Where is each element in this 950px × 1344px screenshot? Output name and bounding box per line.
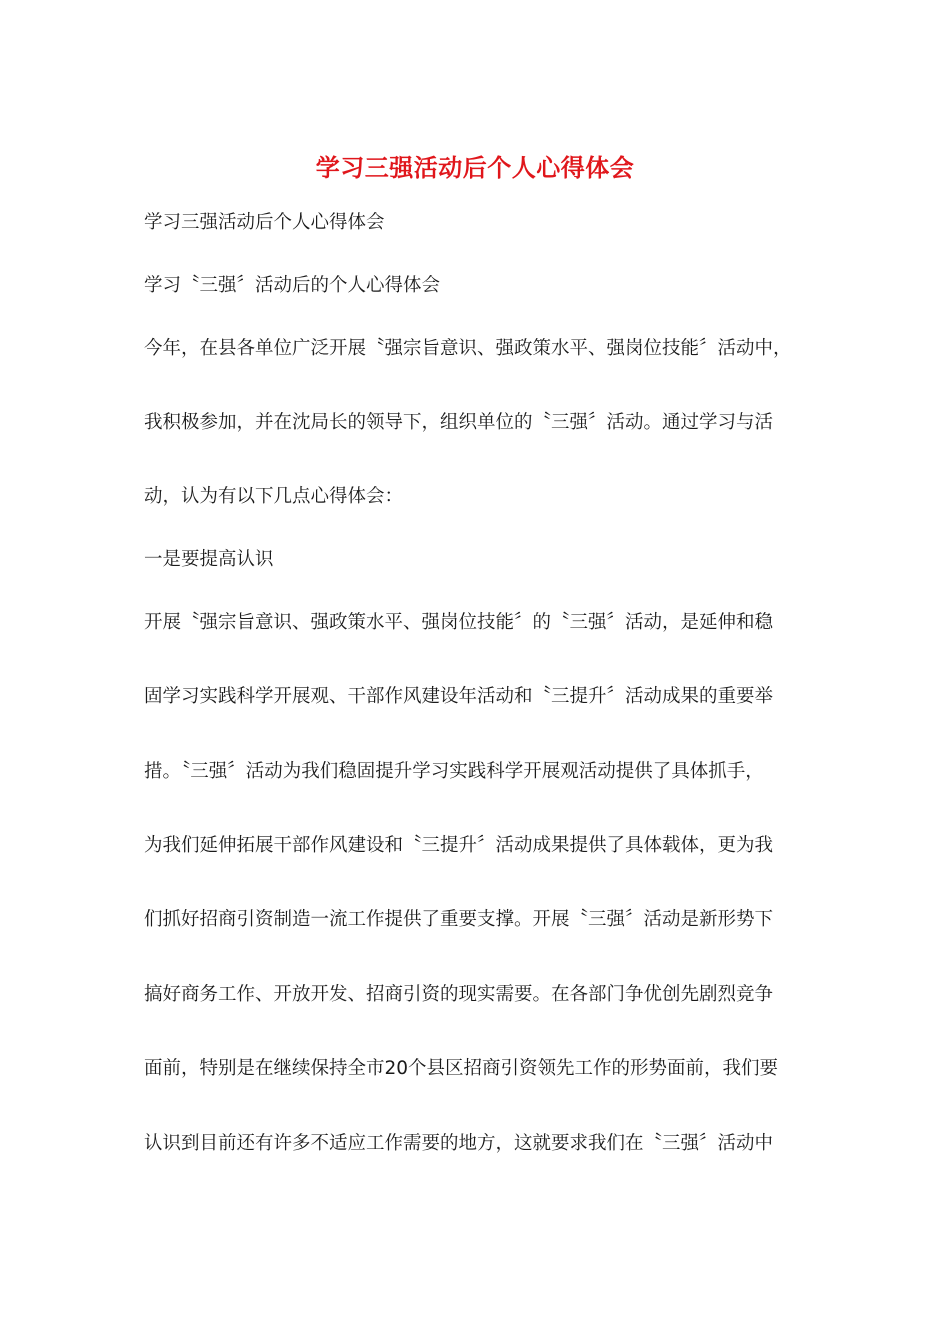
text-line: 固学习实践科学开展观、干部作风建设年活动和〝三提升〞活动成果的重要举 <box>144 686 774 707</box>
text-line: 今年，在县各单位广泛开展〝强宗旨意识、强政策水平、强岗位技能〞活动中， <box>144 338 792 359</box>
document-title: 学习三强活动后个人心得体会 <box>315 153 635 182</box>
text-line: 学习三强活动后个人心得体会 <box>144 212 385 233</box>
text-line: 动，认为有以下几点心得体会： <box>144 486 404 507</box>
text-line: 学习〝三强〞活动后的个人心得体会 <box>144 275 441 296</box>
text-line: 措。〝三强〞活动为我们稳固提升学习实践科学开展观活动提供了具体抓手， <box>144 761 764 782</box>
text-line: 搞好商务工作、开放开发、招商引资的现实需要。在各部门争优创先剧烈竞争 <box>144 984 774 1005</box>
text-line: 面前，特别是在继续保持全市20个县区招商引资领先工作的形势面前，我们要 <box>144 1058 779 1079</box>
text-line: 一是要提高认识 <box>144 549 274 570</box>
text-line: 们抓好招商引资制造一流工作提供了重要支撑。开展〝三强〞活动是新形势下 <box>144 909 774 930</box>
text-line: 开展〝强宗旨意识、强政策水平、强岗位技能〞的〝三强〞活动，是延伸和稳 <box>144 612 774 633</box>
text-line: 认识到目前还有许多不适应工作需要的地方，这就要求我们在〝三强〞活动中 <box>144 1133 774 1154</box>
text-line: 为我们延伸拓展干部作风建设和〝三提升〞活动成果提供了具体载体，更为我 <box>144 835 774 856</box>
text-line: 我积极参加，并在沈局长的领导下，组织单位的〝三强〞活动。通过学习与活 <box>144 412 774 433</box>
